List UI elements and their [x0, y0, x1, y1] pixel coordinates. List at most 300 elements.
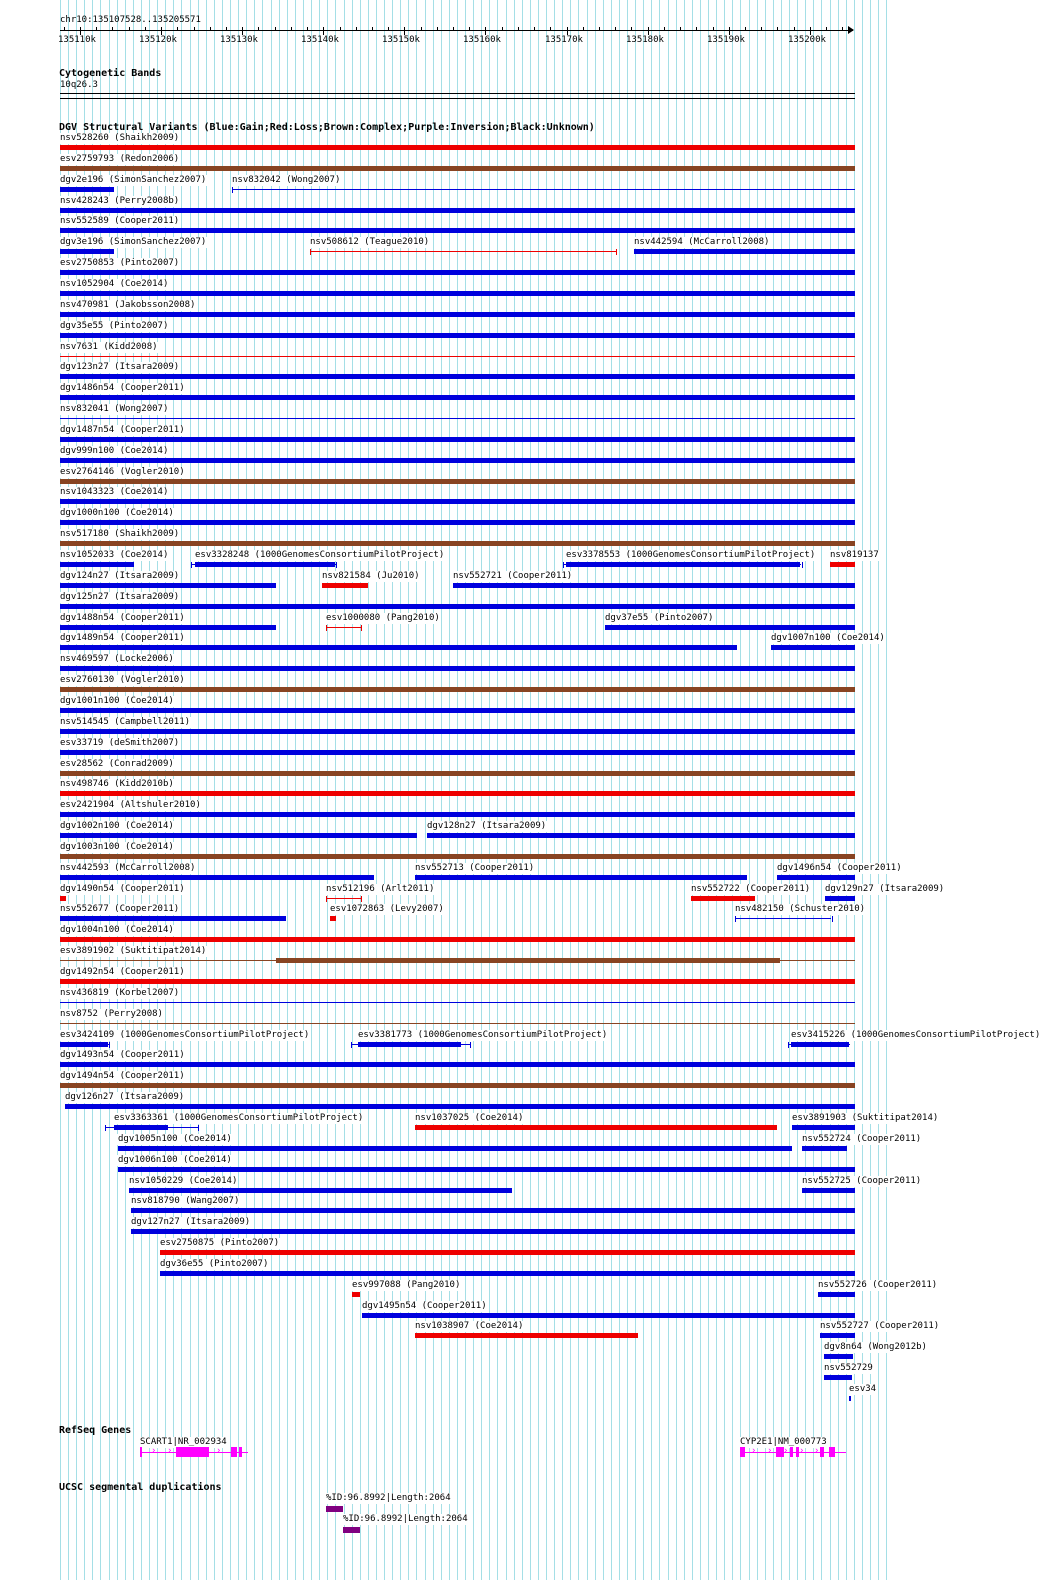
grid-line	[805, 0, 806, 1580]
ruler-tick-label: 135150k	[382, 35, 420, 45]
variant-bar[interactable]	[118, 1146, 792, 1151]
variant-line[interactable]	[310, 251, 616, 252]
cytoband-rule-top	[60, 93, 855, 94]
variant-bar[interactable]	[60, 812, 855, 817]
variant-label[interactable]: nsv512196 (Arlt2011)	[326, 884, 435, 894]
ruler-minor-tick	[453, 27, 454, 31]
ruler-tick-label: 135130k	[220, 35, 258, 45]
variant-cap	[470, 1042, 471, 1048]
variant-label[interactable]: esv2759793 (Redon2006)	[60, 154, 180, 164]
variant-bar[interactable]	[65, 1104, 855, 1109]
variant-label[interactable]: esv34	[849, 1384, 877, 1394]
grid-line	[465, 0, 466, 1580]
variant-label[interactable]: dgv35e55 (Pinto2007)	[60, 321, 169, 331]
variant-span[interactable]	[60, 1044, 109, 1045]
variant-bar[interactable]	[60, 791, 855, 796]
variant-bar[interactable]	[415, 1125, 777, 1130]
segdup-label[interactable]: %ID:96.8992|Length:2064	[326, 1493, 451, 1503]
variant-label[interactable]: dgv3e196 (SimonSanchez2007)	[60, 237, 207, 247]
variant-bar[interactable]	[60, 896, 66, 901]
variant-label[interactable]: nsv552589 (Cooper2011)	[60, 216, 180, 226]
variant-label[interactable]: nsv552727 (Cooper2011)	[820, 1321, 940, 1331]
variant-cap	[336, 562, 337, 568]
ruler-minor-tick	[745, 27, 746, 31]
grid-line	[497, 0, 498, 1580]
variant-bar[interactable]	[427, 833, 855, 838]
variant-bar[interactable]	[60, 666, 855, 671]
segdup-label[interactable]: %ID:96.8992|Length:2064	[343, 1514, 468, 1524]
variant-line[interactable]	[60, 418, 855, 419]
variant-line[interactable]	[326, 627, 362, 628]
ruler-minor-tick	[518, 27, 519, 31]
ruler-minor-tick	[372, 27, 373, 31]
variant-bar[interactable]	[802, 1146, 847, 1151]
variant-label[interactable]: nsv469597 (Locke2006)	[60, 654, 174, 664]
variant-label[interactable]: esv997088 (Pang2010)	[352, 1280, 461, 1290]
variant-label[interactable]: nsv1052904 (Coe2014)	[60, 279, 169, 289]
variant-label[interactable]: dgv36e55 (Pinto2007)	[160, 1259, 269, 1269]
ruler-minor-tick	[275, 27, 276, 31]
grid-line	[481, 0, 482, 1580]
dgv-track-title[interactable]: DGV Structural Variants (Blue:Gain;Red:Loss;Brown:Complex;Purple:Inversion;Black:Unknown)	[59, 122, 595, 133]
variant-label[interactable]: esv3381773 (1000GenomesConsortiumPilotProject)	[358, 1030, 608, 1040]
variant-bar[interactable]	[330, 916, 336, 921]
ruler-minor-tick	[129, 27, 130, 31]
grid-line	[287, 0, 288, 1580]
variant-label[interactable]: nsv552677 (Cooper2011)	[60, 904, 180, 914]
variant-label[interactable]: dgv37e55 (Pinto2007)	[605, 613, 714, 623]
ruler-minor-tick	[291, 27, 292, 31]
grid-line	[506, 0, 507, 1580]
variant-label[interactable]: esv3363361 (1000GenomesConsortiumPilotProject)	[114, 1113, 364, 1123]
grid-line	[595, 0, 596, 1580]
ruler-minor-tick	[64, 27, 65, 31]
variant-bar[interactable]	[830, 562, 855, 567]
variant-label[interactable]: dgv1007n100 (Coe2014)	[771, 633, 885, 643]
variant-span[interactable]	[105, 1127, 198, 1128]
variant-bar[interactable]	[131, 1229, 855, 1234]
ruler-tick	[323, 27, 324, 35]
strand-arrow-icon: ›	[199, 1446, 205, 1456]
ruler-tick	[404, 27, 405, 35]
variant-bar[interactable]	[131, 1208, 855, 1213]
grid-line	[433, 0, 434, 1580]
variant-line[interactable]	[60, 356, 855, 357]
gene-label[interactable]: SCART1|NR_002934	[140, 1437, 227, 1447]
variant-bar[interactable]	[60, 583, 276, 588]
variant-label[interactable]: esv3378553 (1000GenomesConsortiumPilotProject)	[566, 550, 816, 560]
gene-exon[interactable]	[820, 1447, 824, 1457]
variant-label[interactable]: nsv552724 (Cooper2011)	[802, 1134, 922, 1144]
variant-bar[interactable]	[60, 499, 855, 504]
variant-label[interactable]: nsv442594 (McCarroll2008)	[634, 237, 770, 247]
strand-arrow-icon: ›	[167, 1446, 173, 1456]
variant-bar[interactable]	[60, 395, 855, 400]
variant-label[interactable]: dgv999n100 (Coe2014)	[60, 446, 169, 456]
variant-bar[interactable]	[415, 1333, 638, 1338]
variant-label[interactable]: esv3891903 (Suktitipat2014)	[792, 1113, 939, 1123]
cytoband-track-title[interactable]: Cytogenetic Bands	[59, 68, 162, 79]
ruler-minor-tick	[388, 27, 389, 31]
variant-line[interactable]	[735, 918, 831, 919]
grid-line	[441, 0, 442, 1580]
grid-line	[489, 0, 490, 1580]
variant-bar[interactable]	[415, 875, 747, 880]
variant-cap	[351, 1042, 352, 1048]
variant-label[interactable]: nsv436819 (Korbel2007)	[60, 988, 180, 998]
ruler-minor-tick	[356, 27, 357, 31]
ruler-tick	[810, 27, 811, 35]
variant-label[interactable]: nsv514545 (Campbell2011)	[60, 717, 191, 727]
variant-cap	[616, 249, 617, 255]
grid-line	[789, 0, 790, 1580]
ruler-tick-label: 135180k	[626, 35, 664, 45]
variant-bar[interactable]	[322, 583, 368, 588]
grid-line	[797, 0, 798, 1580]
variant-label[interactable]: dgv1006n100 (Coe2014)	[118, 1155, 232, 1165]
variant-bar[interactable]	[129, 1188, 512, 1193]
ruler-tick-label: 135120k	[139, 35, 177, 45]
variant-bar[interactable]	[60, 854, 855, 859]
variant-cap	[735, 916, 736, 922]
strand-arrow-icon: ›	[799, 1446, 805, 1456]
variant-bar[interactable]	[820, 1333, 855, 1338]
variant-label[interactable]: dgv1004n100 (Coe2014)	[60, 925, 174, 935]
variant-bar[interactable]	[849, 1396, 851, 1401]
variant-label[interactable]: dgv125n27 (Itsara2009)	[60, 592, 180, 602]
variant-label[interactable]: nsv8752 (Perry2008)	[60, 1009, 163, 1019]
variant-span[interactable]	[563, 564, 801, 565]
variant-bar[interactable]	[60, 937, 855, 942]
variant-bar[interactable]	[60, 437, 855, 442]
ruler-tick-label: 135160k	[463, 35, 501, 45]
grid-line	[457, 0, 458, 1580]
variant-label[interactable]: dgv1494n54 (Cooper2011)	[60, 1071, 185, 1081]
variant-label[interactable]: esv3891902 (Suktitipat2014)	[60, 946, 207, 956]
variant-cap	[198, 1125, 199, 1131]
ruler-minor-tick	[777, 27, 778, 31]
gene-exon[interactable]	[740, 1447, 745, 1457]
variant-bar[interactable]	[60, 208, 855, 213]
strand-arrow-icon: ›	[232, 1446, 238, 1456]
variant-bar[interactable]	[802, 1188, 855, 1193]
variant-label[interactable]: esv2421904 (Altshuler2010)	[60, 800, 201, 810]
variant-bar[interactable]	[60, 750, 855, 755]
grid-line	[562, 0, 563, 1580]
variant-label[interactable]: dgv129n27 (Itsara2009)	[825, 884, 945, 894]
variant-label[interactable]: nsv1050229 (Coe2014)	[129, 1176, 238, 1186]
variant-label[interactable]: nsv508612 (Teague2010)	[310, 237, 430, 247]
variant-bar[interactable]	[60, 166, 855, 171]
grid-line	[295, 0, 296, 1580]
variant-bar[interactable]	[777, 875, 855, 880]
variant-line[interactable]	[326, 898, 362, 899]
ruler-minor-tick	[696, 27, 697, 31]
variant-bar[interactable]	[60, 708, 855, 713]
variant-label[interactable]: esv28562 (Conrad2009)	[60, 759, 174, 769]
variant-bar[interactable]	[60, 520, 855, 525]
variant-bar[interactable]	[60, 479, 855, 484]
variant-bar[interactable]	[60, 1062, 855, 1067]
variant-line[interactable]	[232, 189, 855, 190]
ruler-minor-tick	[615, 27, 616, 31]
variant-bar[interactable]	[60, 1083, 855, 1088]
variant-bar[interactable]	[60, 729, 855, 734]
variant-bar[interactable]	[60, 374, 855, 379]
variant-label[interactable]: dgv1002n100 (Coe2014)	[60, 821, 174, 831]
ruler-minor-tick	[421, 27, 422, 31]
grid-line	[538, 0, 539, 1580]
variant-bar[interactable]	[60, 562, 134, 567]
variant-label[interactable]: dgv1489n54 (Cooper2011)	[60, 633, 185, 643]
variant-label[interactable]: esv1072863 (Levy2007)	[330, 904, 444, 914]
variant-bar[interactable]	[634, 249, 855, 254]
grid-line	[603, 0, 604, 1580]
ruler-minor-tick	[680, 27, 681, 31]
variant-label[interactable]: nsv1037025 (Coe2014)	[415, 1113, 524, 1123]
strand-arrow-icon: ›	[183, 1446, 189, 1456]
ruler-minor-tick	[534, 27, 535, 31]
variant-cap	[326, 896, 327, 902]
variant-label[interactable]: esv2764146 (Vogler2010)	[60, 467, 185, 477]
ruler-tick-label: 135200k	[788, 35, 826, 45]
grid-line	[303, 0, 304, 1580]
variant-label[interactable]: esv3415226 (1000GenomesConsortiumPilotProject)	[791, 1030, 1041, 1040]
variant-bar[interactable]	[60, 291, 855, 296]
variant-bar[interactable]	[60, 187, 114, 192]
gene-exon[interactable]	[790, 1447, 793, 1457]
variant-label[interactable]: nsv482150 (Schuster2010)	[735, 904, 866, 914]
variant-bar[interactable]	[60, 458, 855, 463]
variant-label[interactable]: dgv1487n54 (Cooper2011)	[60, 425, 185, 435]
ruler-tick	[567, 27, 568, 35]
grid-line	[611, 0, 612, 1580]
variant-label[interactable]: nsv552725 (Cooper2011)	[802, 1176, 922, 1186]
grid-line	[522, 0, 523, 1580]
variant-label[interactable]: nsv821584 (Ju2010)	[322, 571, 420, 581]
variant-label[interactable]: nsv498746 (Kidd2010b)	[60, 779, 174, 789]
grid-line	[238, 0, 239, 1580]
ruler-tick	[648, 27, 649, 35]
grid-line	[587, 0, 588, 1580]
variant-label[interactable]: nsv528260 (Shaikh2009)	[60, 133, 180, 143]
variant-label[interactable]: nsv517180 (Shaikh2009)	[60, 529, 180, 539]
grid-line	[262, 0, 263, 1580]
variant-bar[interactable]	[60, 333, 855, 338]
variant-bar[interactable]	[605, 625, 855, 630]
variant-label[interactable]: dgv127n27 (Itsara2009)	[131, 1217, 251, 1227]
variant-bar[interactable]	[824, 1375, 852, 1380]
gene-exon[interactable]	[140, 1447, 142, 1457]
ruler-minor-tick	[664, 27, 665, 31]
segdup-bar[interactable]	[343, 1527, 360, 1533]
variant-label[interactable]: nsv470981 (Jakobsson2008)	[60, 300, 196, 310]
variant-label[interactable]: dgv1495n54 (Cooper2011)	[362, 1301, 487, 1311]
variant-label[interactable]: nsv442593 (McCarroll2008)	[60, 863, 196, 873]
variant-bar[interactable]	[60, 312, 855, 317]
variant-bar[interactable]	[824, 1354, 853, 1359]
variant-label[interactable]: dgv1492n54 (Cooper2011)	[60, 967, 185, 977]
ruler-minor-tick	[599, 27, 600, 31]
variant-bar[interactable]	[60, 645, 737, 650]
variant-label[interactable]: nsv7631 (Kidd2008)	[60, 342, 158, 352]
gene-label[interactable]: CYP2E1|NM_000773	[740, 1437, 827, 1447]
variant-label[interactable]: dgv1000n100 (Coe2014)	[60, 508, 174, 518]
variant-label[interactable]: dgv1496n54 (Cooper2011)	[777, 863, 902, 873]
variant-label[interactable]: nsv832041 (Wong2007)	[60, 404, 169, 414]
variant-bar[interactable]	[691, 896, 755, 901]
strand-arrow-icon: ›	[151, 1446, 157, 1456]
strand-arrow-icon: ›	[751, 1446, 757, 1456]
variant-line[interactable]	[60, 1023, 855, 1024]
grid-line	[578, 0, 579, 1580]
ruler-minor-tick	[583, 27, 584, 31]
ruler-minor-tick	[307, 27, 308, 31]
grid-line	[530, 0, 531, 1580]
variant-label[interactable]: nsv552713 (Cooper2011)	[415, 863, 535, 873]
ruler-minor-tick	[437, 27, 438, 31]
grid-line	[554, 0, 555, 1580]
variant-label[interactable]: dgv1488n54 (Cooper2011)	[60, 613, 185, 623]
variant-bar[interactable]	[60, 145, 855, 150]
variant-label[interactable]: esv2750853 (Pinto2007)	[60, 258, 180, 268]
variant-cap	[788, 1042, 789, 1048]
variant-label[interactable]: dgv8n64 (Wong2012b)	[824, 1342, 927, 1352]
variant-label[interactable]: dgv1005n100 (Coe2014)	[118, 1134, 232, 1144]
variant-label[interactable]: dgv1493n54 (Cooper2011)	[60, 1050, 185, 1060]
ruler-tick	[161, 27, 162, 35]
variant-bar[interactable]	[60, 771, 855, 776]
refseq-track-title[interactable]: RefSeq Genes	[59, 1425, 132, 1436]
variant-bar[interactable]	[60, 625, 276, 630]
ruler-tick-label: 135110k	[58, 35, 96, 45]
variant-bar[interactable]	[362, 1313, 855, 1318]
grid-line	[627, 0, 628, 1580]
variant-label[interactable]: nsv1052033 (Coe2014)	[60, 550, 169, 560]
grid-line	[813, 0, 814, 1580]
variant-label[interactable]: nsv819137	[830, 550, 879, 560]
variant-bar[interactable]	[453, 583, 855, 588]
variant-label[interactable]: dgv1001n100 (Coe2014)	[60, 696, 174, 706]
grid-line	[246, 0, 247, 1580]
ruler-line	[60, 30, 853, 31]
ruler-tick	[80, 27, 81, 35]
ruler-minor-tick	[210, 27, 211, 31]
variant-label[interactable]: nsv818790 (Wang2007)	[131, 1196, 240, 1206]
variant-span[interactable]	[191, 564, 336, 565]
variant-label[interactable]: nsv552729	[824, 1363, 873, 1373]
grid-line	[570, 0, 571, 1580]
variant-label[interactable]: dgv123n27 (Itsara2009)	[60, 362, 180, 372]
variant-bar[interactable]	[60, 228, 855, 233]
ruler-minor-tick	[502, 27, 503, 31]
strand-arrow-icon: ›	[767, 1446, 773, 1456]
ruler-minor-tick	[826, 27, 827, 31]
variant-bar[interactable]	[60, 916, 286, 921]
variant-line[interactable]	[60, 1002, 855, 1003]
variant-label[interactable]: esv2750875 (Pinto2007)	[160, 1238, 280, 1248]
variant-label[interactable]: esv2760130 (Vogler2010)	[60, 675, 185, 685]
variant-label[interactable]: nsv552722 (Cooper2011)	[691, 884, 811, 894]
segdup-bar[interactable]	[326, 1506, 343, 1512]
variant-label[interactable]: dgv126n27 (Itsara2009)	[65, 1092, 185, 1102]
variant-bar[interactable]	[60, 604, 855, 609]
variant-label[interactable]: esv3328248 (1000GenomesConsortiumPilotProject)	[195, 550, 445, 560]
variant-bar[interactable]	[60, 270, 855, 275]
variant-bar[interactable]	[60, 687, 855, 692]
variant-label[interactable]: esv3424109 (1000GenomesConsortiumPilotProject)	[60, 1030, 310, 1040]
grid-line	[781, 0, 782, 1580]
variant-label[interactable]: nsv832042 (Wong2007)	[232, 175, 341, 185]
variant-label[interactable]: esv1000080 (Pang2010)	[326, 613, 440, 623]
ruler-minor-tick	[340, 27, 341, 31]
variant-bar[interactable]	[160, 1271, 855, 1276]
cytoband-rule-bottom	[60, 98, 855, 99]
cytoband-label: 10q26.3	[60, 80, 98, 90]
grid-line	[214, 0, 215, 1580]
strand-arrow-icon: ›	[814, 1446, 820, 1456]
segdup-track-title[interactable]: UCSC segmental duplications	[59, 1482, 222, 1493]
variant-bar[interactable]	[60, 979, 855, 984]
variant-bar[interactable]	[352, 1292, 360, 1297]
variant-bar[interactable]	[160, 1250, 855, 1255]
variant-cap	[802, 562, 803, 568]
variant-span[interactable]	[788, 1044, 850, 1045]
ruler-tick-label: 135170k	[545, 35, 583, 45]
variant-bar[interactable]	[771, 645, 855, 650]
variant-bar[interactable]	[60, 541, 855, 546]
variant-bar[interactable]	[60, 249, 114, 254]
ruler-tick	[729, 27, 730, 35]
variant-label[interactable]: esv33719 (deSmith2007)	[60, 738, 180, 748]
variant-label[interactable]: nsv552721 (Cooper2011)	[453, 571, 573, 581]
variant-cap	[310, 249, 311, 255]
variant-bar[interactable]	[60, 833, 417, 838]
variant-label[interactable]: dgv1490n54 (Cooper2011)	[60, 884, 185, 894]
variant-cap	[361, 625, 362, 631]
ruler-minor-tick	[469, 27, 470, 31]
grid-line	[254, 0, 255, 1580]
variant-label[interactable]: dgv2e196 (SimonSanchez2007)	[60, 175, 207, 185]
ruler-minor-tick	[112, 27, 113, 31]
grid-line	[473, 0, 474, 1580]
grid-line	[821, 0, 822, 1580]
variant-bar[interactable]	[792, 1125, 855, 1130]
variant-bar[interactable]	[118, 1167, 855, 1172]
variant-bar[interactable]	[825, 896, 855, 901]
ruler-tick-label: 135140k	[301, 35, 339, 45]
variant-bar[interactable]	[276, 958, 780, 963]
strand-arrow-icon: ›	[783, 1446, 789, 1456]
variant-label[interactable]: dgv128n27 (Itsara2009)	[427, 821, 547, 831]
variant-label[interactable]: nsv1043323 (Coe2014)	[60, 487, 169, 497]
variant-label[interactable]: dgv1486n54 (Cooper2011)	[60, 383, 185, 393]
gene-exon[interactable]	[239, 1447, 242, 1457]
variant-label[interactable]: dgv124n27 (Itsara2009)	[60, 571, 180, 581]
ruler-minor-tick	[794, 27, 795, 31]
variant-bar[interactable]	[818, 1292, 855, 1297]
ruler-minor-tick	[177, 27, 178, 31]
variant-label[interactable]: nsv552726 (Cooper2011)	[818, 1280, 938, 1290]
ruler-tick-label: 135190k	[707, 35, 745, 45]
variant-label[interactable]: nsv428243 (Perry2008b)	[60, 196, 180, 206]
variant-span[interactable]	[351, 1044, 470, 1045]
variant-label[interactable]: nsv1038907 (Coe2014)	[415, 1321, 524, 1331]
grid-line	[773, 0, 774, 1580]
ruler-minor-tick	[631, 27, 632, 31]
variant-bar[interactable]	[60, 875, 374, 880]
variant-label[interactable]: dgv1003n100 (Coe2014)	[60, 842, 174, 852]
